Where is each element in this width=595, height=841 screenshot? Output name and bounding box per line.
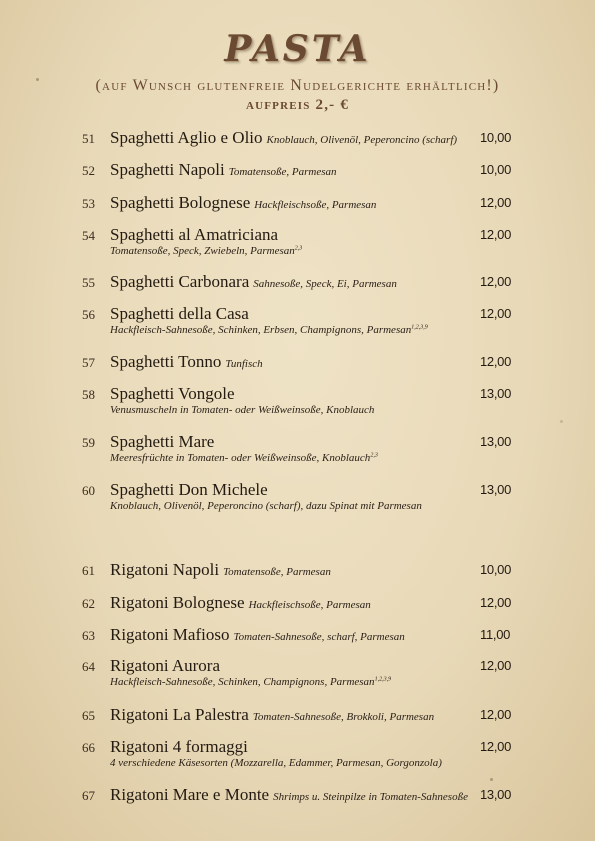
item-description bbox=[110, 404, 374, 416]
item-description-text: Tunfisch bbox=[225, 358, 263, 370]
allergen-codes: 1,2,3,9 bbox=[411, 324, 428, 331]
item-description-text: Tomaten-Sahnesoße, scharf, Parmesan bbox=[233, 631, 405, 643]
item-line bbox=[110, 352, 263, 372]
item-name: Spaghetti al Amatriciana bbox=[110, 225, 279, 244]
item-description bbox=[253, 278, 397, 290]
item-line bbox=[110, 225, 278, 245]
item-price: 12,00 bbox=[480, 195, 512, 210]
item-name: Spaghetti Tonno bbox=[110, 352, 222, 371]
item-description-text: Meeresfrüchte in Tomaten- oder Weißweinsoße, Knoblauch bbox=[110, 452, 371, 464]
item-name: Rigatoni Mare e Monte bbox=[110, 785, 270, 804]
item-description bbox=[225, 358, 262, 370]
item-description-text: Tomatensoße, Speck, Zwiebeln, Parmesan bbox=[110, 245, 295, 257]
item-description-text: Tomaten-Sahnesoße, Brokkoli, Parmesan bbox=[252, 711, 435, 723]
item-description bbox=[267, 134, 458, 146]
item-description bbox=[253, 711, 434, 723]
item-description-text: Hackfleischsoße, Parmesan bbox=[248, 599, 371, 611]
item-name: Rigatoni 4 formaggi bbox=[110, 737, 248, 756]
item-description-text: Hackfleisch-Sahnesoße, Schinken, Champignons, Parmesan bbox=[110, 676, 375, 688]
item-description-text: Venusmuscheln in Tomaten- oder Weißweinsoße, Knoblauch bbox=[110, 404, 375, 416]
surcharge-note: aufpreis 2,- € bbox=[245, 97, 350, 113]
item-price: 12,00 bbox=[480, 658, 512, 673]
item-description-text: Knoblauch, Olivenöl, Peperoncino (scharf) bbox=[266, 134, 458, 146]
item-description bbox=[273, 791, 468, 803]
item-name: Spaghetti Napoli bbox=[110, 160, 225, 179]
allergen-codes: 1,2,3,9 bbox=[374, 676, 392, 683]
item-line bbox=[110, 304, 249, 324]
item-description bbox=[110, 324, 428, 336]
item-number: 58 bbox=[82, 387, 95, 402]
item-price: 13,00 bbox=[480, 787, 512, 802]
item-name: Rigatoni Bolognese bbox=[110, 593, 245, 612]
item-description-text: Hackfleischsoße, Parmesan bbox=[254, 199, 377, 211]
item-number: 62 bbox=[82, 596, 95, 611]
item-line bbox=[110, 272, 397, 292]
item-number: 56 bbox=[82, 307, 95, 322]
item-price: 12,00 bbox=[480, 354, 512, 369]
item-description-text: Shrimps u. Steinpilze in Tomaten-Sahnesoße bbox=[273, 791, 468, 803]
item-number: 61 bbox=[82, 563, 95, 578]
item-name: Rigatoni Aurora bbox=[110, 656, 221, 675]
item-number: 63 bbox=[82, 628, 95, 643]
item-description-text: Knoblauch, Olivenöl, Peperoncino (scharf), dazu Spinat mit Parmesan bbox=[110, 500, 422, 512]
item-number: 53 bbox=[82, 196, 95, 211]
item-name: Rigatoni Napoli bbox=[110, 560, 220, 579]
item-price: 11,00 bbox=[480, 627, 511, 642]
allergen-codes: 2,3 bbox=[294, 245, 303, 252]
item-description bbox=[229, 166, 337, 178]
item-number: 64 bbox=[82, 659, 95, 674]
item-name: Spaghetti Bolognese bbox=[110, 193, 251, 212]
item-description bbox=[233, 631, 404, 643]
paper-speck bbox=[560, 420, 563, 423]
item-name: Rigatoni Mafioso bbox=[110, 625, 230, 644]
item-line bbox=[110, 593, 371, 613]
item-number: 66 bbox=[82, 740, 95, 755]
paper-speck bbox=[36, 78, 39, 81]
item-price: 13,00 bbox=[480, 386, 512, 401]
item-price: 10,00 bbox=[480, 130, 512, 145]
item-price: 10,00 bbox=[480, 162, 512, 177]
item-number: 67 bbox=[82, 788, 95, 803]
item-price: 12,00 bbox=[480, 227, 512, 242]
item-line bbox=[110, 656, 220, 676]
page-title: PASTA bbox=[224, 28, 371, 70]
item-line bbox=[110, 625, 405, 645]
item-number: 59 bbox=[82, 435, 95, 450]
item-name: Rigatoni La Palestra bbox=[110, 705, 249, 724]
item-line bbox=[110, 737, 248, 757]
item-description-text: Hackfleisch-Sahnesoße, Schinken, Erbsen, Champignons, Parmesan bbox=[110, 324, 412, 336]
item-price: 12,00 bbox=[480, 707, 512, 722]
item-name: Spaghetti Mare bbox=[110, 432, 215, 451]
item-name: Spaghetti Don Michele bbox=[110, 480, 268, 499]
item-line bbox=[110, 705, 434, 725]
item-name: Spaghetti Aglio e Olio bbox=[110, 128, 263, 147]
item-number: 51 bbox=[82, 131, 95, 146]
item-description bbox=[110, 676, 391, 688]
item-number: 54 bbox=[82, 228, 95, 243]
item-number: 52 bbox=[82, 163, 95, 178]
item-description bbox=[110, 500, 422, 512]
item-price: 12,00 bbox=[480, 274, 512, 289]
item-line bbox=[110, 432, 214, 452]
item-description-text: Sahnesoße, Speck, Ei, Parmesan bbox=[253, 278, 397, 290]
item-number: 65 bbox=[82, 708, 95, 723]
item-price: 13,00 bbox=[480, 434, 512, 449]
item-line bbox=[110, 193, 376, 213]
item-description bbox=[254, 199, 376, 211]
item-description bbox=[110, 452, 378, 464]
item-number: 57 bbox=[82, 355, 95, 370]
item-price: 12,00 bbox=[480, 739, 512, 754]
item-name: Spaghetti della Casa bbox=[110, 304, 249, 323]
item-description-text: 4 verschiedene Käsesorten (Mozzarella, Edammer, Parmesan, Gorgonzola) bbox=[110, 757, 442, 769]
item-description bbox=[110, 245, 302, 257]
item-name: Spaghetti Carbonara bbox=[110, 272, 250, 291]
item-price: 12,00 bbox=[480, 306, 512, 321]
item-price: 10,00 bbox=[480, 562, 512, 577]
item-line bbox=[110, 480, 268, 500]
item-name: Spaghetti Vongole bbox=[110, 384, 235, 403]
item-line bbox=[110, 560, 331, 580]
item-price: 13,00 bbox=[480, 482, 512, 497]
paper-speck bbox=[490, 778, 493, 781]
item-description-text: Tomatensoße, Parmesan bbox=[223, 566, 331, 578]
item-description bbox=[223, 566, 331, 578]
glutenfree-note: (auf Wunsch glutenfreie Nudelgerichte erhältlich!) bbox=[95, 77, 500, 94]
item-price: 12,00 bbox=[480, 595, 512, 610]
item-number: 60 bbox=[82, 483, 95, 498]
item-number: 55 bbox=[82, 275, 95, 290]
item-line bbox=[110, 128, 457, 148]
item-line bbox=[110, 384, 235, 404]
item-line bbox=[110, 160, 337, 180]
item-description-text: Tomatensoße, Parmesan bbox=[228, 166, 337, 178]
allergen-codes: 2,3 bbox=[370, 452, 378, 459]
item-description bbox=[110, 757, 442, 769]
item-description bbox=[249, 599, 371, 611]
item-line bbox=[110, 785, 468, 805]
